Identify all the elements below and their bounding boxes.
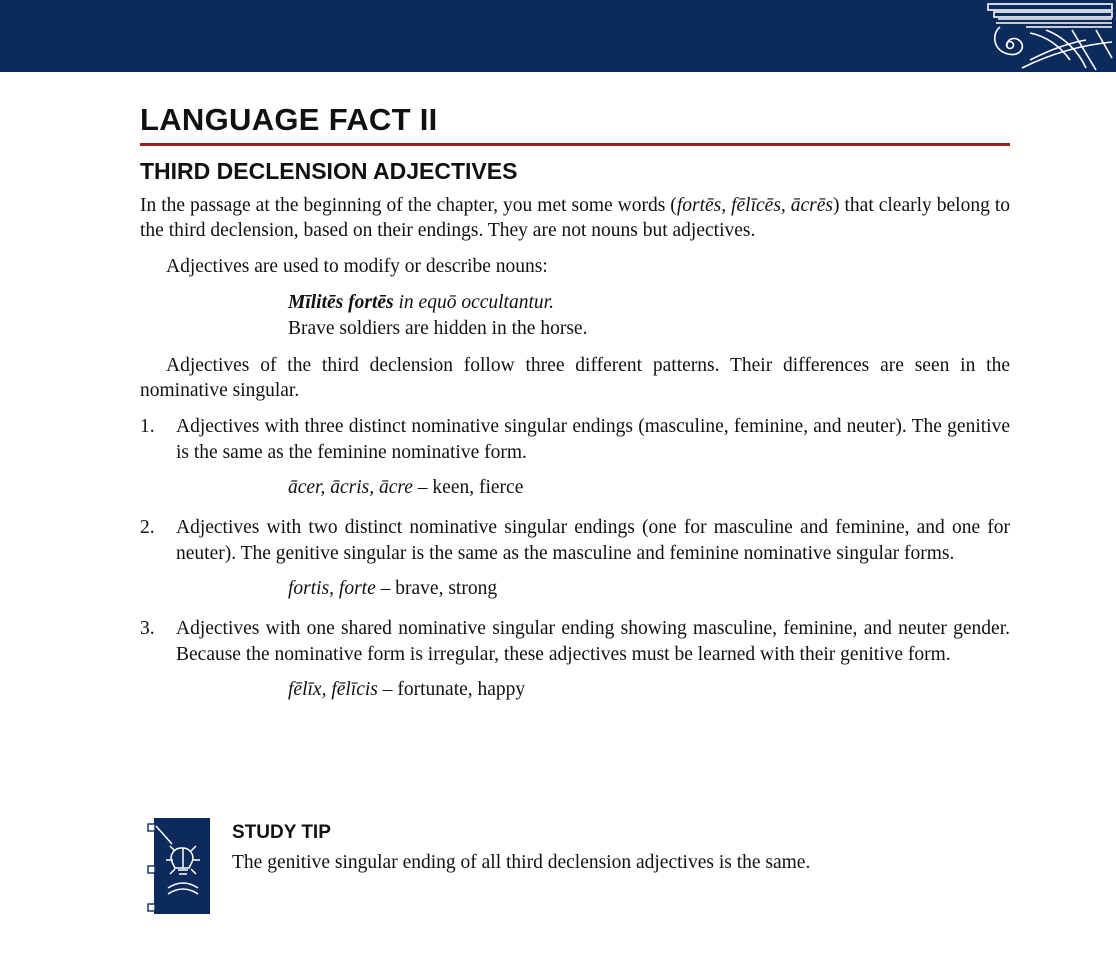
pattern-example-3 <box>140 677 1010 703</box>
pattern-example-2 <box>140 576 1010 602</box>
pattern-example-gloss: – brave, strong <box>375 577 498 599</box>
example-block <box>140 290 1010 342</box>
list-item <box>140 414 1010 466</box>
header-band <box>0 0 1116 72</box>
study-tip-box <box>140 814 1010 876</box>
list-item-text: Adjectives with three distinct nominative singular endings (masculine, feminine, and neuter). The genitive is the same as the feminine nominative form. <box>176 416 1010 464</box>
example-latin-line <box>288 290 1010 316</box>
language-fact-section <box>140 102 1010 717</box>
list-item <box>140 616 1010 668</box>
page-body <box>0 72 1116 961</box>
study-tip-content <box>232 822 1010 876</box>
pattern-list <box>140 414 1010 702</box>
intro-paragraph <box>140 193 1010 245</box>
study-tip-heading: STUDY TIP <box>232 822 331 843</box>
pattern-example-latin: ācer, ācris, ācre <box>288 477 413 499</box>
example-english-line: Brave soldiers are hidden in the horse. <box>288 318 588 340</box>
pattern-example-gloss: – keen, fierce <box>412 477 524 499</box>
pattern-example-latin: fortis, forte <box>288 577 376 599</box>
list-item <box>140 515 1010 567</box>
ionic-column-icon <box>986 0 1116 72</box>
paragraph-three-patterns: Adjectives of the third declension follow three different patterns. Their differences are seen in the nominative singular. <box>140 354 1010 402</box>
example-latin-rest: in equō occultantur. <box>393 292 554 314</box>
paragraph-adjectives-modify: Adjectives are used to modify or describe nouns: <box>166 256 548 278</box>
pattern-example-1 <box>140 475 1010 501</box>
list-item-text: Adjectives with two distinct nominative singular endings (one for masculine and feminine, and one for neuter). The genitive singular is the same as the masculine and feminine nominative singular forms. <box>176 517 1010 565</box>
page-title: LANGUAGE FACT II <box>140 102 438 137</box>
study-tip-text: The genitive singular ending of all third declension adjectives is the same. <box>232 852 811 873</box>
list-item-number: 1. <box>140 416 155 438</box>
lightbulb-book-icon <box>146 814 216 919</box>
footer-spacer <box>0 947 1116 961</box>
example-latin-bold: Mīlitēs fortēs <box>288 292 394 314</box>
title-divider <box>140 143 1010 146</box>
pattern-example-gloss: – fortunate, happy <box>377 678 526 700</box>
intro-latin-words: fortēs, fēlīcēs, ācrēs <box>676 194 834 216</box>
list-item-number: 2. <box>140 517 155 539</box>
intro-text-end: ) that clearly belong to the third declension, based on their endings. They are not nouns but adjectives. <box>140 194 1010 242</box>
list-item-text: Adjectives with one shared nominative singular ending showing masculine, feminine, and neuter gender. Because the nominative form is irregular, these adjectives must be learned with their genitive form. <box>176 617 1010 665</box>
intro-text-start: In the passage at the beginning of the chapter, you met some words ( <box>140 194 677 216</box>
list-item-number: 3. <box>140 617 155 639</box>
section-subtitle: THIRD DECLENSION ADJECTIVES <box>140 157 518 184</box>
pattern-example-latin: fēlīx, fēlīcis <box>288 678 378 700</box>
